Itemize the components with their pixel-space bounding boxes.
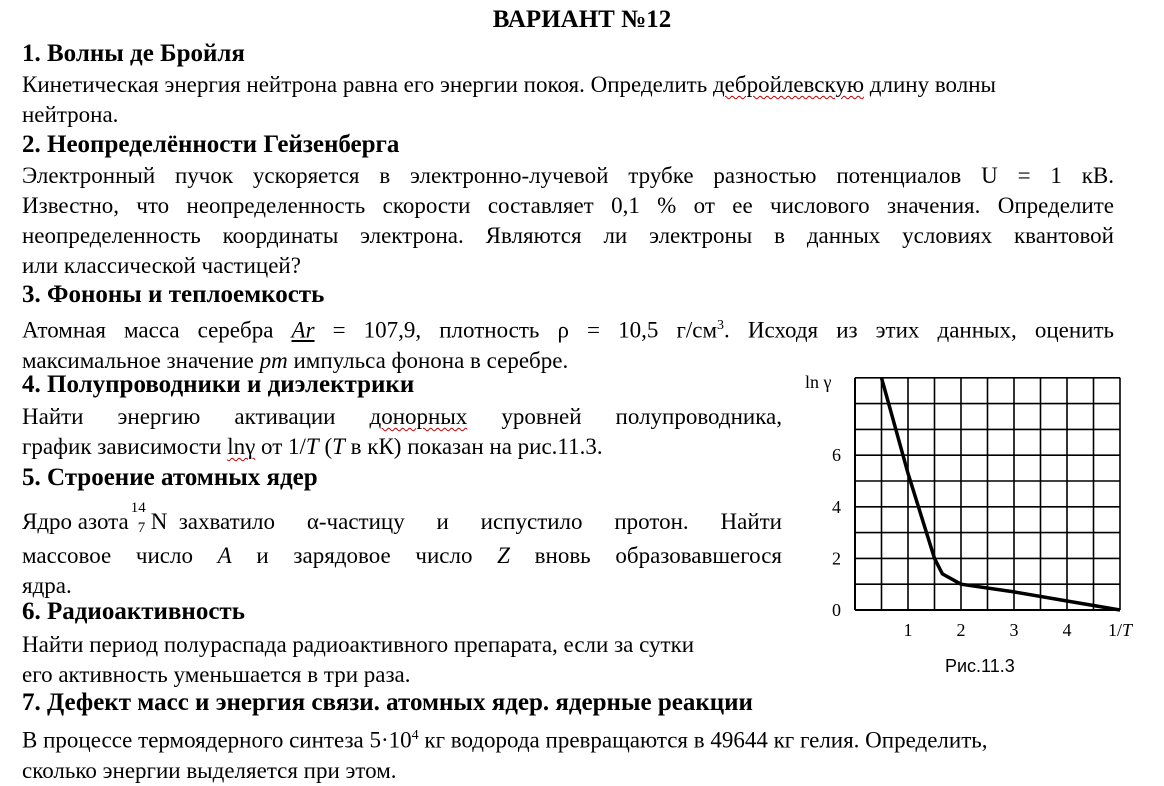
y-tick-label: 6 <box>832 445 841 466</box>
x-tick-label: 2 <box>956 620 966 640</box>
task-4-heading: 4. Полупроводники и диэлектрики <box>22 371 415 398</box>
task-6-heading: 6. Радиоактивность <box>22 598 245 625</box>
task-4-text: Найти энергию активации донорных уровней полупроводника, график зависимости lnγ от 1/T (T в кК) показан на рис.11.3. <box>22 404 782 459</box>
x-axis-label: 1/T <box>1107 620 1133 640</box>
spellcheck-word: lnγ <box>227 434 256 459</box>
task-6-text: Найти период полураспада радиоактивного препарата, если за сутки его активность уменьшается в три раза. <box>22 632 695 687</box>
ln-gamma-chart <box>795 368 1145 658</box>
x-tick-label: 4 <box>1062 620 1072 640</box>
y-tick-label: 4 <box>832 496 841 517</box>
task-5-text: Ядро азота 14 7 N захватило α-частицу и испустило протон. Найти массовое число A и зарядовое число Z вновь образовавшегося ядра. <box>22 500 782 598</box>
x-tick-label: 1 <box>903 620 913 640</box>
nitrogen-nuclide: 14 7 N <box>130 500 168 536</box>
task-3-text: Атомная масса серебра Ar = 107,9, плотность ρ = 10,5 $г/см^3$. Исходя из этих данных, оценить максимальное значение pm импульса фонона в серебре. <box>22 317 1114 373</box>
task-3-heading: 3. Фононы и теплоемкость <box>22 281 325 308</box>
y-axis-label: ln γ <box>805 372 832 392</box>
page-title: ВАРИАНТ №12 <box>492 6 672 33</box>
task-5-heading: 5. Строение атомных ядер <box>22 464 318 491</box>
task-1-text: Кинетическая энергия нейтрона равна его энергии покоя. Определить дебройлевскую длину волны нейтрона. <box>22 72 996 127</box>
task-2-heading: 2. Неопределённости Гейзенберга <box>22 131 400 158</box>
task-2-text: Электронный пучок ускоряется в электронно-лучевой трубке разностью потенциалов U = 1 кВ. Известно, что неопределенность скорости составляет 0,1 % от ее числового значения. Определите неопределенность координаты электрона. Являются ли электроны в данных условиях квантовой или классической частицей? <box>22 163 1114 278</box>
y-tick-label: 0 <box>832 600 841 620</box>
phonon-momentum-symbol: pm <box>259 347 288 373</box>
task-7-heading: 7. Дефект масс и энергия связи. атомных ядер. ядерные реакции <box>22 689 753 716</box>
y-tick-label: 2 <box>832 548 841 569</box>
atomic-mass-symbol: Ar <box>291 317 315 343</box>
figure-caption: Рис.11.3 <box>945 656 1015 676</box>
data-line <box>882 378 1121 610</box>
x-tick-label: 3 <box>1009 620 1019 640</box>
task-7-text: В процессе термоядерного синтеза $5\cdot 10^4$ кг водорода превращаются в 49644 кг гелия. Определить, сколько энергии выделяется при этом. <box>22 727 988 783</box>
spellcheck-word: донорных <box>369 404 468 429</box>
chart-grid <box>855 378 1120 610</box>
task-1-heading: 1. Волны де Бройля <box>22 40 245 67</box>
spellcheck-word: дебройлевскую <box>712 72 865 97</box>
